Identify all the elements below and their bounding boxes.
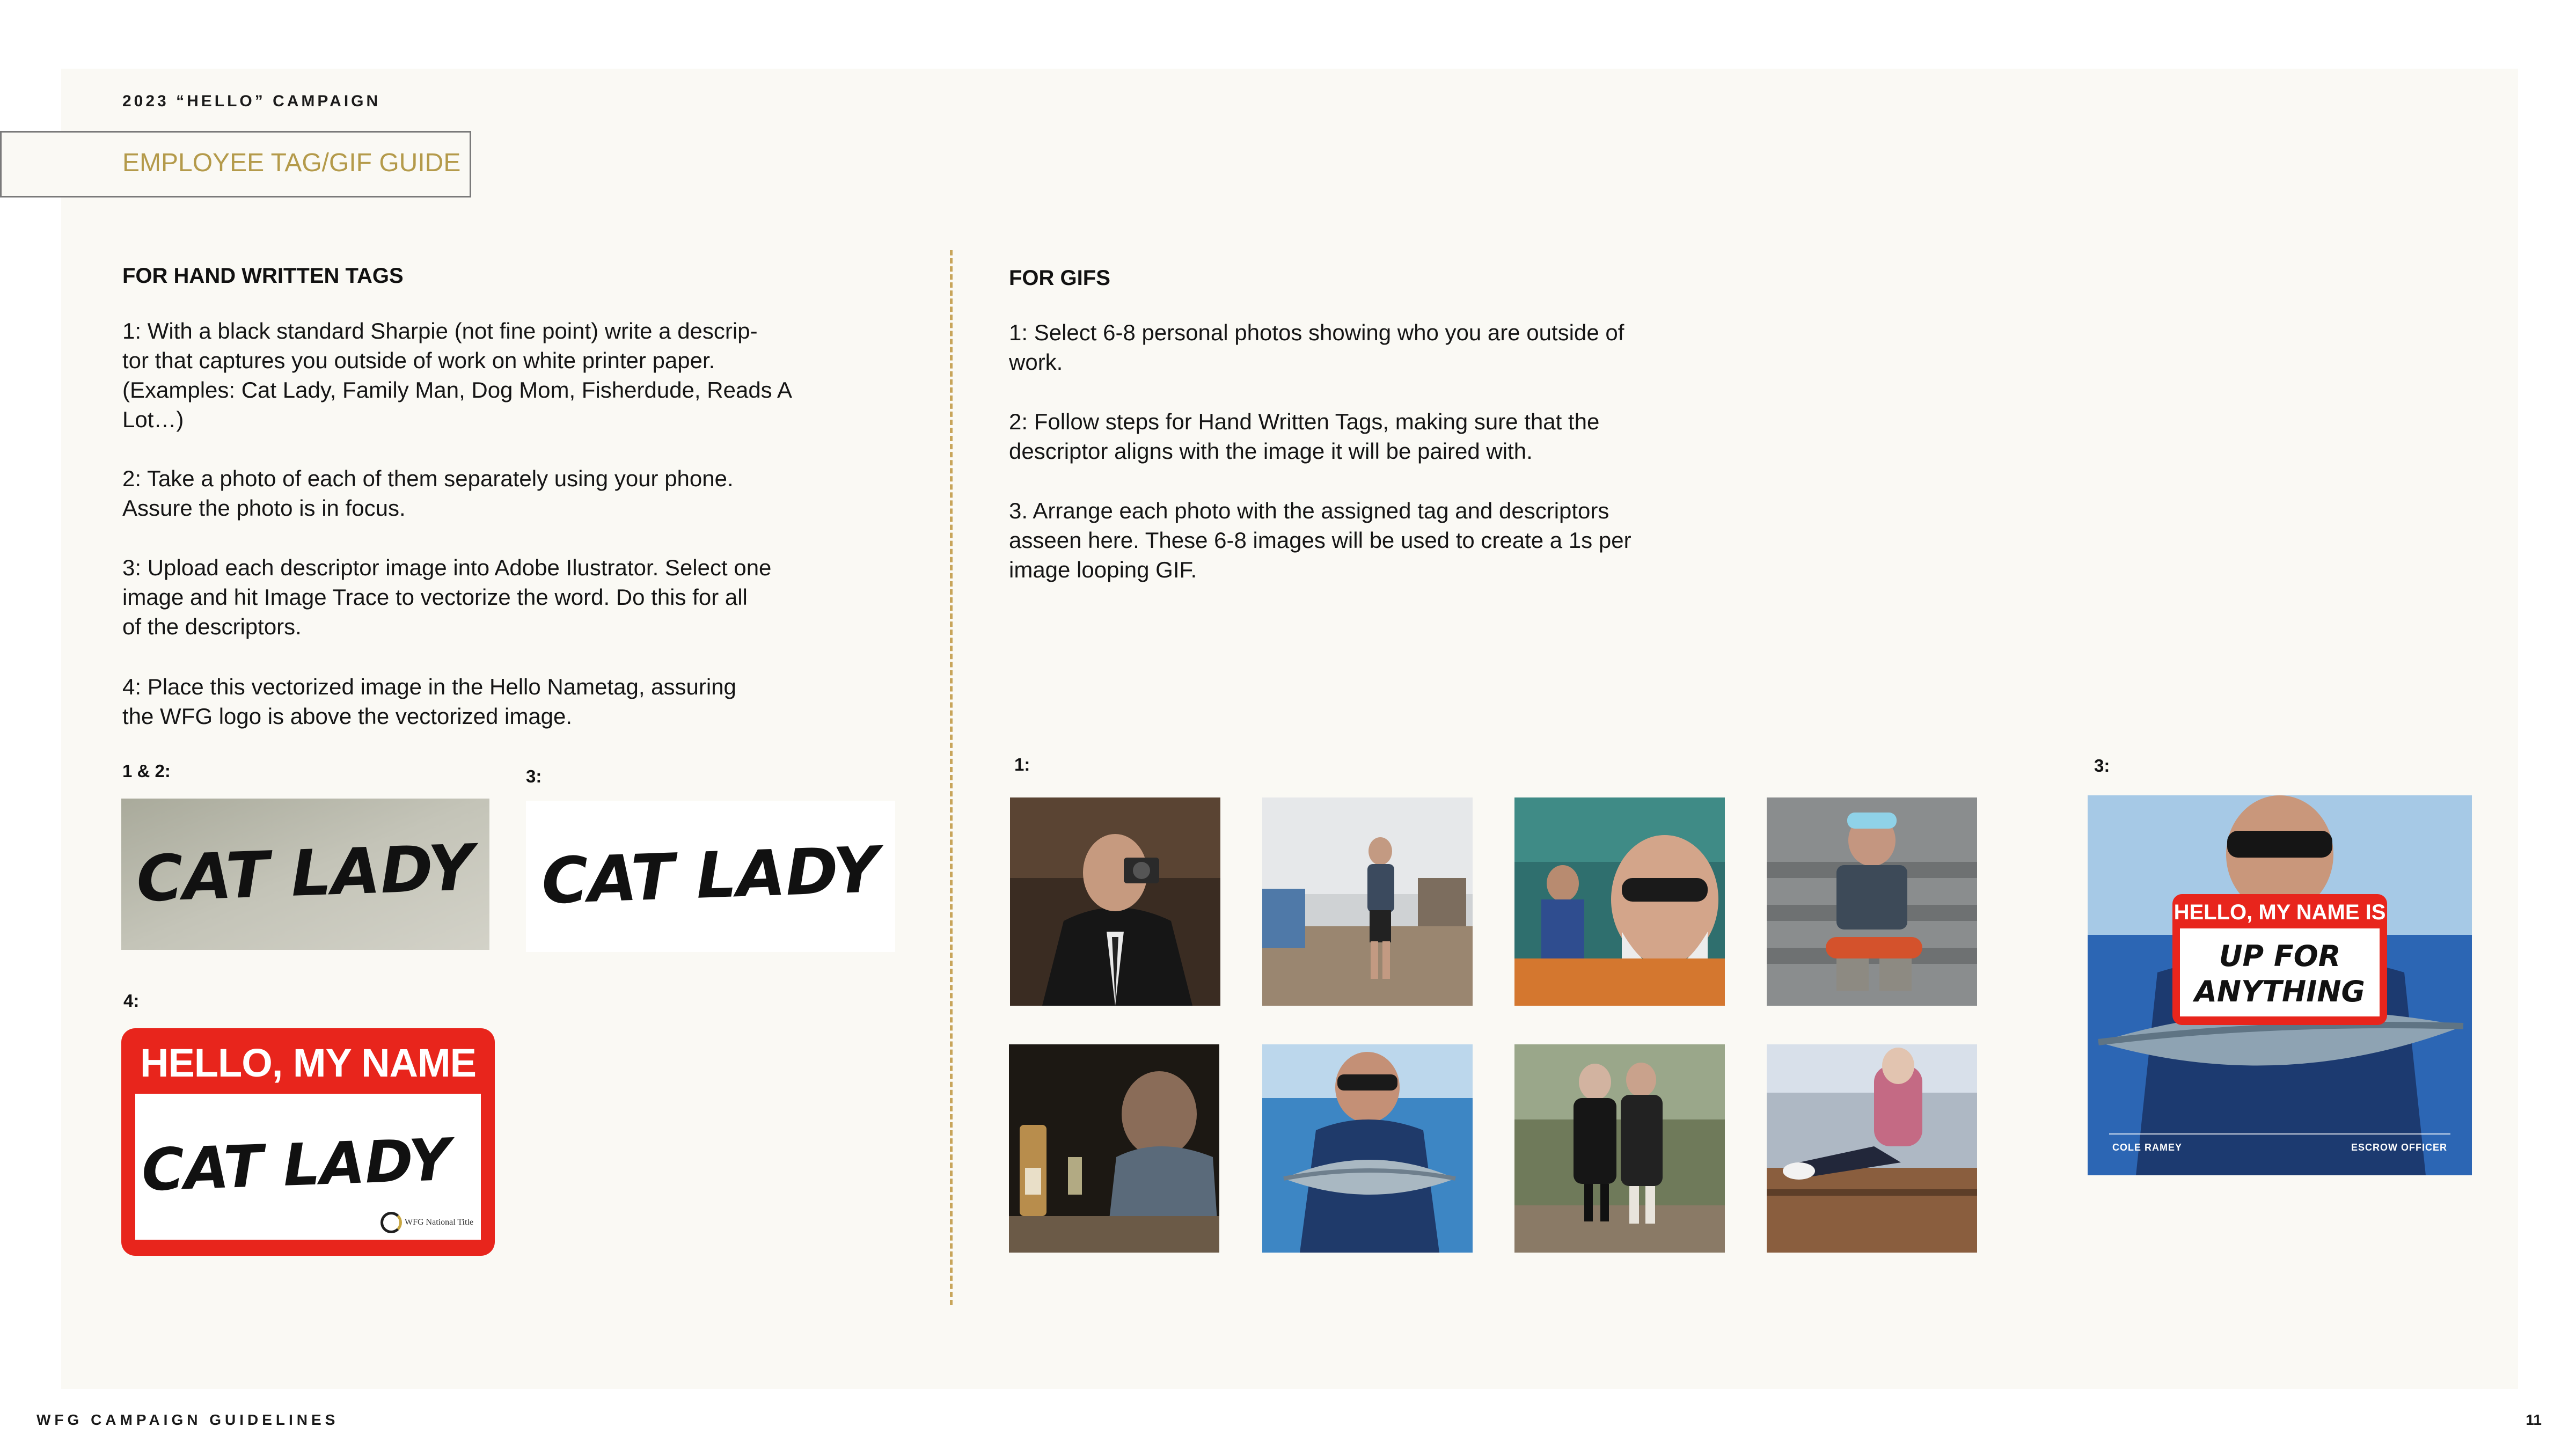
photo-office-walking	[1262, 797, 1473, 1006]
wfg-logo-text: WFG National Title	[404, 1218, 473, 1227]
gif-step-2: 2: Follow steps for Hand Written Tags, making sure that the descriptor aligns with the image it will be paired with.	[1009, 409, 1600, 464]
label-1-and-2: 1 & 2:	[122, 761, 171, 781]
hand-step-2: 2: Take a photo of each of them separately using your phone. Assure the photo is in focus.	[122, 466, 734, 521]
example-gif-frame	[2088, 795, 2472, 1175]
photo-skateboard-steps	[1767, 797, 1977, 1006]
wfg-logo	[380, 1212, 473, 1233]
example-tag-line-2: ANYTHING	[2194, 975, 2365, 1008]
photo-dinner-table	[1009, 1044, 1219, 1253]
tag-writing-area	[135, 1094, 481, 1240]
hand-written-tags-heading: FOR HAND WRITTEN TAGS	[122, 264, 404, 288]
example-tag-writing-area	[2180, 928, 2380, 1016]
vectorized-word-sample	[526, 801, 895, 952]
example-tag-line-1: UP FOR	[2219, 939, 2341, 973]
page-number: 11	[2526, 1411, 2542, 1428]
photo-fishing	[1262, 1044, 1473, 1253]
example-tag-heading: HELLO, MY NAME IS	[2174, 901, 2386, 924]
campaign-eyebrow: 2023 “HELLO” CAMPAIGN	[122, 92, 381, 110]
photo-mirror-selfie	[1010, 797, 1220, 1006]
example-caption-rule	[2109, 1133, 2450, 1135]
hello-name-tag	[121, 1028, 495, 1256]
hand-step-3: 3: Upload each descriptor image into Adobe Ilustrator. Select one image and hit Image Trace to vectorize the word. Do this for all of the descriptors.	[122, 555, 772, 639]
photographed-paper-sample	[121, 799, 489, 950]
hand-step-4: 4: Place this vectorized image in the Hello Nametag, assuring the WFG logo is above the vectorized image.	[122, 674, 736, 729]
tag-heading: HELLO, MY NAME	[140, 1041, 476, 1085]
gif-step-3: 3. Arrange each photo with the assigned tag and descriptors asseen here. These 6-8 images will be used to create a 1s per image looping GIF.	[1009, 498, 1631, 582]
wfg-logo-mark-icon	[380, 1212, 402, 1233]
label-1-right: 1:	[1014, 755, 1030, 774]
example-name-tag	[2172, 894, 2387, 1025]
tag-handwritten-word: CAT LADY	[140, 1126, 452, 1205]
photo-sitting-outdoors	[1767, 1044, 1977, 1253]
photo-kayak-selfie	[1514, 797, 1725, 1006]
page-title: EMPLOYEE TAG/GIF GUIDE	[122, 149, 461, 177]
example-employee-name: COLE RAMEY	[2112, 1142, 2183, 1153]
handwritten-word-vector: CAT LADY	[540, 832, 881, 918]
handwritten-word-photo: CAT LADY	[135, 830, 475, 916]
photo-couple	[1514, 1044, 1725, 1253]
hand-step-1: 1: With a black standard Sharpie (not fine point) write a descrip- tor that captures you outside of work on white printer paper. (Examples: Cat Lady, Family Man, Dog Mom, Fisherdude, Reads A Lot…)	[122, 318, 793, 432]
gif-step-1: 1: Select 6-8 personal photos showing who you are outside of work.	[1009, 320, 1624, 375]
label-4: 4:	[123, 991, 140, 1011]
footer-title: WFG CAMPAIGN GUIDELINES	[36, 1411, 339, 1428]
gifs-heading: FOR GIFS	[1009, 266, 1110, 290]
column-divider	[950, 250, 953, 1305]
example-employee-role: ESCROW OFFICER	[2351, 1142, 2447, 1153]
label-3-right: 3:	[2094, 756, 2110, 775]
label-3-left: 3:	[526, 766, 542, 786]
